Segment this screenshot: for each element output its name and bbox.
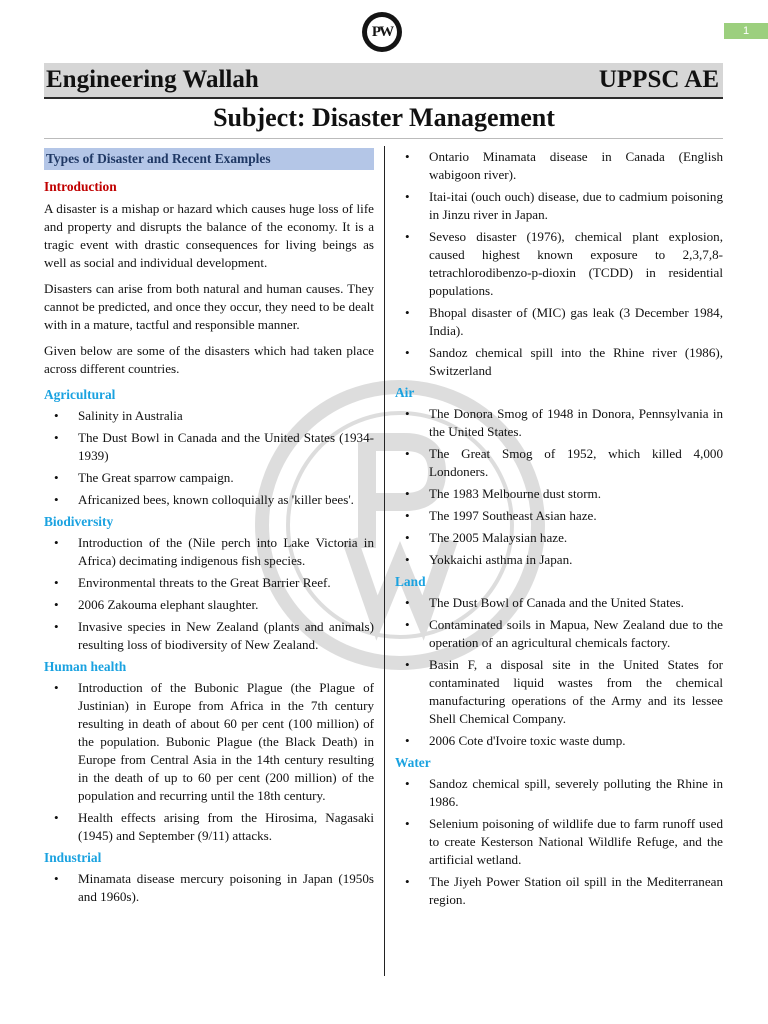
list-item: • Bhopal disaster of (MIC) gas leak (3 December 1984, India). <box>395 304 723 340</box>
list-item: • The Great Smog of 1952, which killed 4,000 Londoners. <box>395 445 723 481</box>
intro-paragraph: A disaster is a mishap or hazard which causes huge loss of life and property and disrupts the balance of the economy. It is a tragic event with drastic consequences for living beings as well as social and individual development. <box>44 201 374 270</box>
list-item: • Yokkaichi asthma in Japan. <box>395 551 723 569</box>
column-divider <box>384 146 385 976</box>
agricultural-list <box>44 407 374 509</box>
list-item: • The Jiyeh Power Station oil spill in the Mediterranean region. <box>395 873 723 909</box>
industrial-heading: Industrial <box>44 850 102 865</box>
list-item: • Environmental threats to the Great Barrier Reef. <box>44 574 374 592</box>
list-item: • 2006 Cote d'Ivoire toxic waste dump. <box>395 732 723 750</box>
list-item: • The 1997 Southeast Asian haze. <box>395 507 723 525</box>
list-item: • The 1983 Melbourne dust storm. <box>395 485 723 503</box>
list-item: • The Dust Bowl in Canada and the United States (1934-1939) <box>44 429 374 465</box>
list-item: • Introduction of the Bubonic Plague (the Plague of Justinian) in Europe from Africa in the 7th century resulting in death of about 60 per cent (100 million) of the population. Bubonic Plague (the Black Death) in Europe from Central Asia in the 14th century resulting in the death of up to 60 per cent (200 million) of the population and recurring until the 18th century. <box>44 679 374 805</box>
pw-logo <box>362 12 402 52</box>
list-item: • Sandoz chemical spill, severely polluting the Rhine in 1986. <box>395 775 723 811</box>
list-item: • Sandoz chemical spill into the Rhine river (1986), Switzerland <box>395 344 723 380</box>
header-rule <box>44 138 723 139</box>
list-item: • Selenium poisoning of wildlife due to farm runoff used to create Kesterson National Wildlife Refuge, and the artificial wetland. <box>395 815 723 869</box>
list-item: • Africanized bees, known colloquially as 'killer bees'. <box>44 491 374 509</box>
list-item: • Basin F, a disposal site in the United States for contaminated liquid wastes from the chemical manufacturing operations of the Army and its lessee Shell Chemical Company. <box>395 656 723 728</box>
left-column <box>44 148 374 910</box>
list-item: • Ontario Minamata disease in Canada (English wabigoon river). <box>395 148 723 184</box>
page-number: 1 <box>724 23 768 39</box>
section-heading: Types of Disaster and Recent Examples <box>44 148 374 170</box>
list-item: • Contaminated soils in Mapua, New Zealand due to the operation of an agricultural chemicals factory. <box>395 616 723 652</box>
list-item: • Seveso disaster (1976), chemical plant explosion, caused highest known exposure to 2,3,7,8-tetrachlorodibenzo-p-dioxin (TCDD) in residential populations. <box>395 228 723 300</box>
water-list <box>395 775 723 909</box>
land-heading: Land <box>395 574 426 589</box>
list-item: • 2006 Zakouma elephant slaughter. <box>44 596 374 614</box>
list-item: • Health effects arising from the Hirosima, Nagasaki (1945) and September (9/11) attacks. <box>44 809 374 845</box>
list-item: • Invasive species in New Zealand (plants and animals) resulting loss of biodiversity of New Zealand. <box>44 618 374 654</box>
industrial-list-right <box>395 148 723 380</box>
list-item: • Minamata disease mercury poisoning in Japan (1950s and 1960s). <box>44 870 374 906</box>
header-right-title: UPPSC AE <box>598 66 719 93</box>
header-left-title: Engineering Wallah <box>46 66 259 93</box>
intro-paragraph: Disasters can arise from both natural and human causes. They cannot be predicted, and once they occur, they need to be dealt with in a mature, tactful and responsible manner. <box>44 281 374 332</box>
pw-logo-text: PW <box>367 17 397 47</box>
biodiversity-heading: Biodiversity <box>44 514 114 529</box>
human-health-heading: Human health <box>44 659 127 674</box>
introduction-heading: Introduction <box>44 179 117 194</box>
list-item: • Salinity in Australia <box>44 407 374 425</box>
land-list <box>395 594 723 750</box>
air-heading: Air <box>395 385 415 400</box>
list-item: • Itai-itai (ouch ouch) disease, due to cadmium poisoning in Jinzu river in Japan. <box>395 188 723 224</box>
agricultural-heading: Agricultural <box>44 387 116 402</box>
header-band <box>44 63 723 99</box>
list-item: • The 2005 Malaysian haze. <box>395 529 723 547</box>
human-health-list <box>44 679 374 845</box>
list-item: • The Great sparrow campaign. <box>44 469 374 487</box>
right-column <box>395 148 723 913</box>
air-list <box>395 405 723 569</box>
list-item: • The Donora Smog of 1948 in Donora, Pennsylvania in the United States. <box>395 405 723 441</box>
subject-title: Subject: Disaster Management <box>213 103 555 132</box>
biodiversity-list <box>44 534 374 654</box>
list-item: • Introduction of the (Nile perch into Lake Victoria in Africa) decimating indigenous fish species. <box>44 534 374 570</box>
list-item: • The Dust Bowl of Canada and the United States. <box>395 594 723 612</box>
intro-paragraph: Given below are some of the disasters which had taken place across different countries. <box>44 343 374 376</box>
industrial-list-left <box>44 870 374 906</box>
water-heading: Water <box>395 755 431 770</box>
